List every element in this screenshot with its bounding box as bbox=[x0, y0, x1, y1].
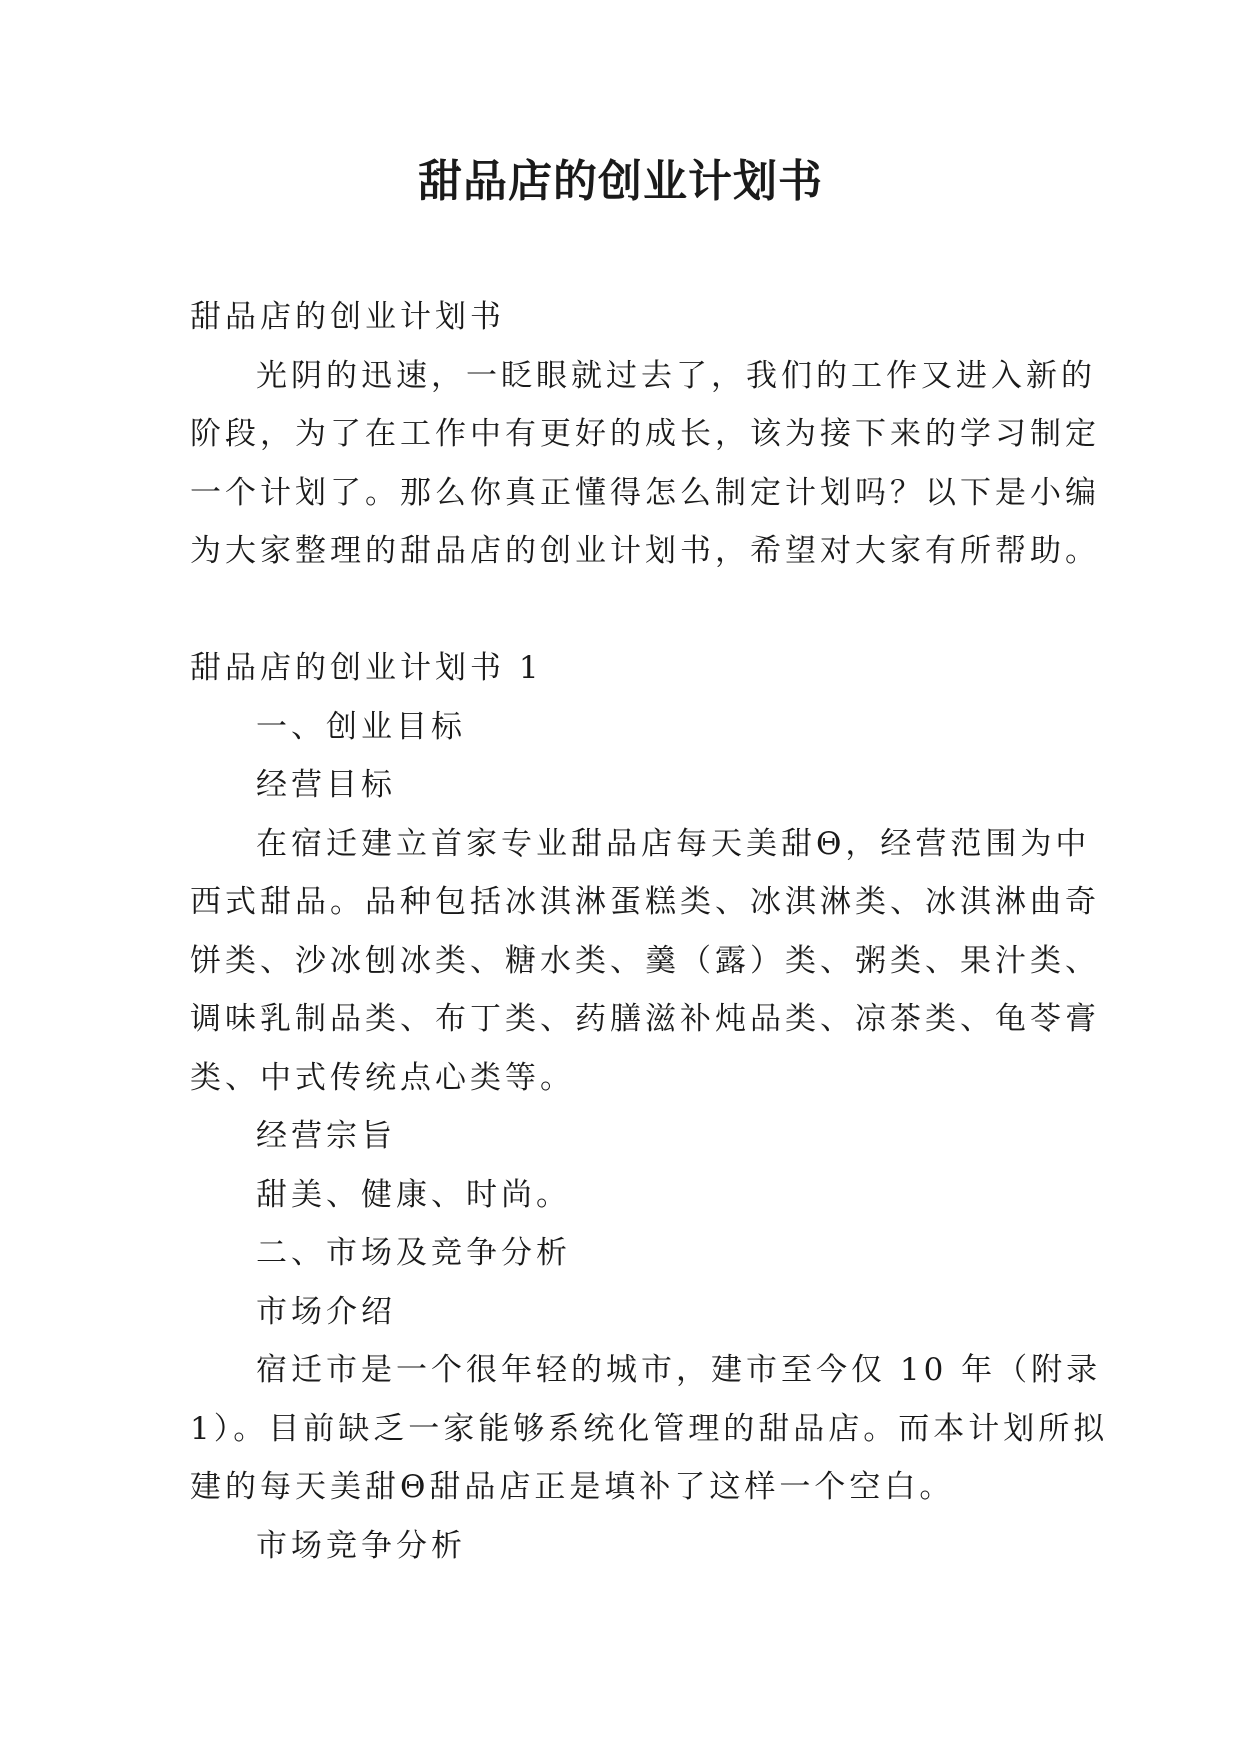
subheading: 一、创业目标 bbox=[256, 708, 466, 745]
paragraph-line: 调味乳制品类、布丁类、药膳滋补炖品类、凉茶类、龟苓膏 bbox=[190, 1001, 1100, 1037]
paragraph-line: 饼类、沙冰刨冰类、糖水类、羹（露）类、粥类、果汁类、 bbox=[190, 942, 1100, 979]
subheading: 市场竞争分析 bbox=[256, 1527, 466, 1564]
paragraph-line: 阶段，为了在工作中有更好的成长，该为接下来的学习制定 bbox=[190, 416, 1100, 452]
section-heading: 甜品店的创业计划书 1 bbox=[190, 650, 543, 686]
paragraph-line: 为大家整理的甜品店的创业计划书，希望对大家有所帮助。 bbox=[190, 533, 1100, 569]
section-heading: 甜品店的创业计划书 bbox=[190, 299, 505, 335]
subheading: 经营目标 bbox=[256, 767, 396, 803]
subheading: 二、市场及竞争分析 bbox=[256, 1235, 571, 1271]
paragraph-line: 甜美、健康、时尚。 bbox=[256, 1176, 571, 1213]
paragraph-line: 类、中式传统点心类等。 bbox=[190, 1059, 575, 1096]
paragraph-line: 光阴的迅速，一眨眼就过去了，我们的工作又进入新的 bbox=[256, 357, 1096, 394]
paragraph-line: 建的每天美甜Θ甜品店正是填补了这样一个空白。 bbox=[190, 1469, 955, 1505]
document-title: 甜品店的创业计划书 bbox=[418, 156, 823, 207]
paragraph-gap bbox=[190, 581, 1070, 640]
paragraph-line: 1）。目前缺乏一家能够系统化管理的甜品店。而本计划所拟 bbox=[190, 1410, 1109, 1447]
paragraph-line: 宿迁市是一个很年轻的城市，建市至今仅 10 年（附录 bbox=[256, 1352, 1102, 1388]
paragraph-line: 西式甜品。品种包括冰淇淋蛋糕类、冰淇淋类、冰淇淋曲奇 bbox=[190, 884, 1100, 920]
subheading: 市场介绍 bbox=[256, 1293, 396, 1330]
paragraph-line: 一个计划了。那么你真正懂得怎么制定计划吗？以下是小编 bbox=[190, 474, 1100, 511]
document-body bbox=[190, 288, 1109, 1575]
paragraph-line: 在宿迁建立首家专业甜品店每天美甜Θ，经营范围为中 bbox=[256, 825, 1091, 862]
subheading: 经营宗旨 bbox=[256, 1118, 396, 1154]
